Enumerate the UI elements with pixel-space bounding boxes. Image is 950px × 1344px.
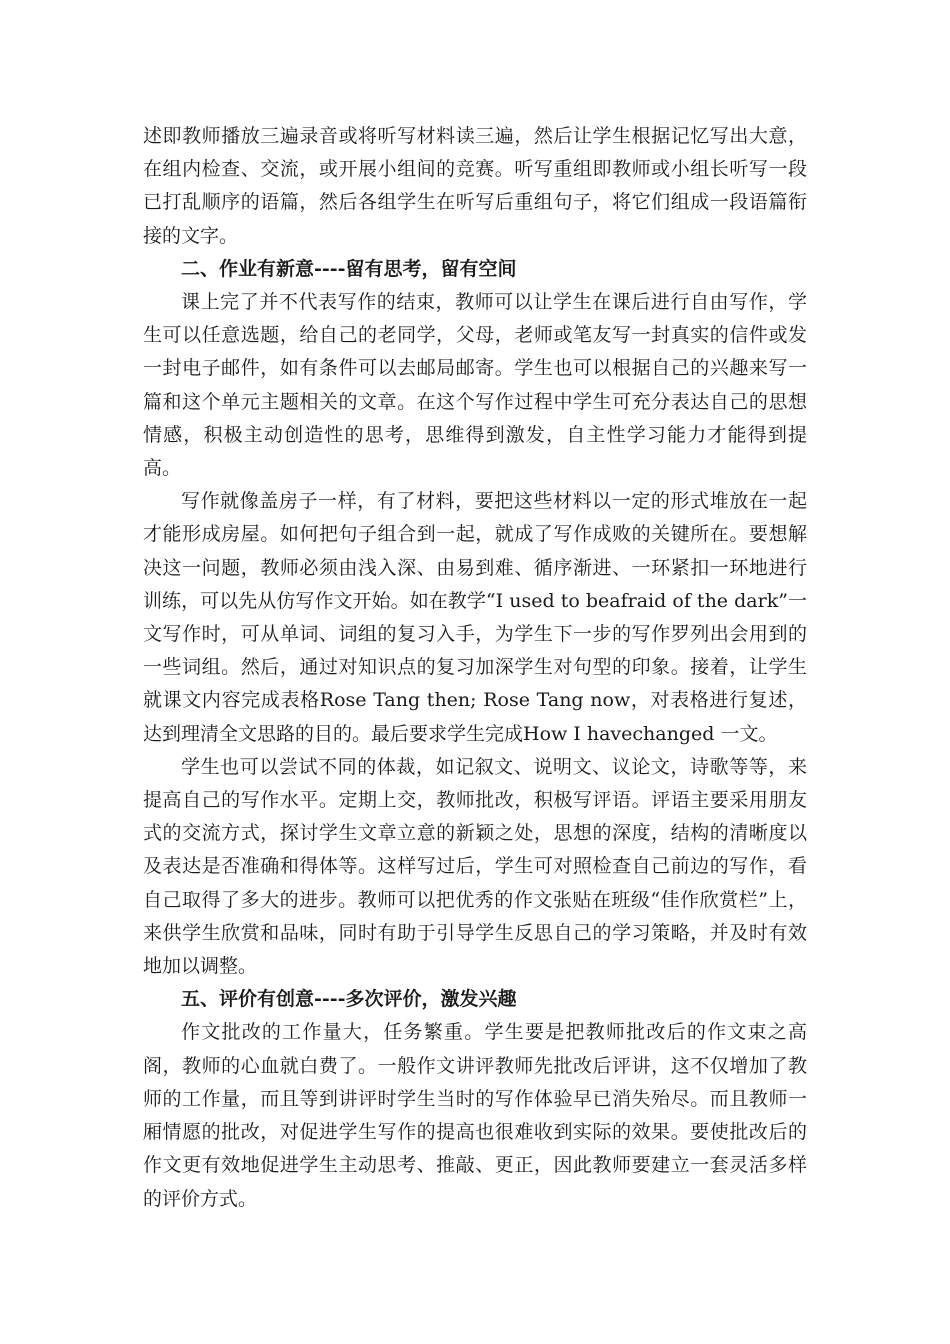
paragraph-correction: 作文批改的工作量大，任务繁重。学生要是把教师批改后的作文束之高阁，教师的心血就白费了。一般作文讲评教师先批改后评讲，这不仅增加了教师的工作量，而且等到讲评时学生当时的写作体验早已消失殆尽。而且教师一厢情愿的批改，对促进学生写作的提高也很难收到实际的效果。要使批改后的作文更有效地促进学生主动思考、推敲、更正，因此教师要建立一套灵活多样的评价方式。 <box>143 1021 807 1210</box>
paragraph-genres: 学生也可以尝试不同的体裁，如记叙文、说明文、议论文，诗歌等等，来提高自己的写作水平。定期上交，教师批改，积极写评语。评语主要采用朋友式的交流方式，探讨学生文章立意的新颖之处，思想的深度，结构的清晰度以及表达是否准确和得体等。这样写过后，学生可对照检查自己前边的写作，看自己取得了多大的进步。教师可以把优秀的作文张贴在班级“佳作欣赏栏”上，来供学生欣赏和品味，同时有助于引导学生反思自己的学习策略，并及时有效地加以调整。 <box>143 755 807 978</box>
document-page <box>143 120 807 1216</box>
paragraph-dictation-methods: 述即教师播放三遍录音或将听写材料读三遍，然后让学生根据记忆写出大意，在组内检查、交流，或开展小组间的竞赛。听写重组即教师或小组长听写一段已打乱顺序的语篇，然后各组学生在听写后重组句子，将它们组成一段语篇衔接的文字。 <box>143 125 807 247</box>
paragraph-free-writing: 课上完了并不代表写作的结束，教师可以让学生在课后进行自由写作，学生可以任意选题，给自己的老同学，父母，老师或笔友写一封真实的信件或发一封电子邮件，如有条件可以去邮局邮寄。学生也可以根据自己的兴趣来写一篇和这个单元主题相关的文章。在这个写作过程中学生可充分表达自己的思想情感，积极主动创造性的思考，思维得到激发，自主性学习能力才能得到提高。 <box>143 291 807 480</box>
section-heading-evaluation: 五、评价有创意----多次评价，激发兴趣 <box>181 988 517 1011</box>
section-heading-homework: 二、作业有新意----留有思考，留有空间 <box>181 257 517 280</box>
paragraph-building-analogy: 写作就像盖房子一样，有了材料，要把这些材料以一定的形式堆放在一起才能形成房屋。如何把句子组合到一起，就成了写作成败的关键所在。要想解决这一问题，教师必须由浅入深、由易到难、循序渐进、一环紧扣一环地进行训练，可以先从仿写作文开始。如在教学“I used to beafraid of the dark”一文写作时，可从单词、词组的复习入手，为学生下一步的写作罗列出会用到的一些词组。然后，通过对知识点的复习加深学生对句型的印象。接着，让学生就课文内容完成表格Rose Tang then; Rose Tang now，对表格进行复述，达到理清全文思路的目的。最后要求学生完成How I havechanged 一文。 <box>143 490 807 745</box>
